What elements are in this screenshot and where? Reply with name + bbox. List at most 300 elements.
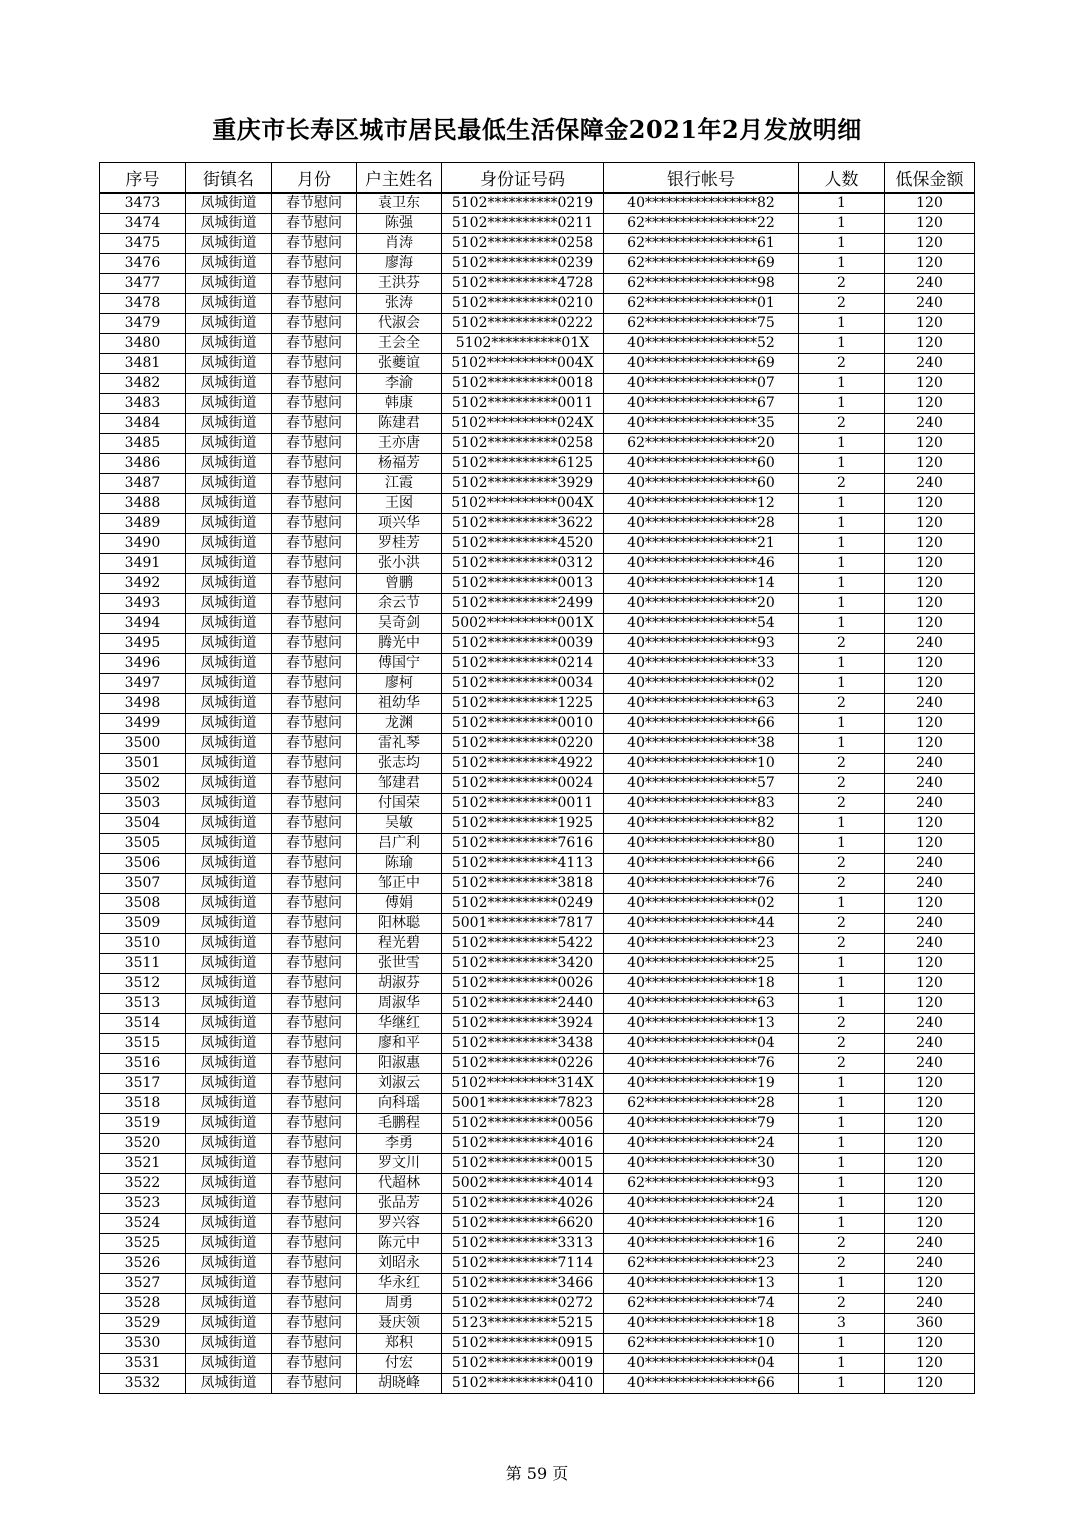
cell-id-number: 5102**********0219 xyxy=(442,193,604,214)
table-row xyxy=(100,454,975,474)
cell-amount: 120 xyxy=(885,1174,975,1194)
cell-serial: 3492 xyxy=(100,574,186,594)
cell-bank-account: 40****************14 xyxy=(604,574,799,594)
cell-street: 凤城街道 xyxy=(186,934,272,954)
cell-id-number: 5102**********4728 xyxy=(442,274,604,294)
cell-amount: 120 xyxy=(885,674,975,694)
cell-month: 春节慰问 xyxy=(272,1234,357,1254)
cell-amount: 120 xyxy=(885,614,975,634)
cell-amount: 240 xyxy=(885,354,975,374)
table-row xyxy=(100,214,975,234)
cell-people: 1 xyxy=(799,734,885,754)
cell-street: 凤城街道 xyxy=(186,454,272,474)
cell-people: 2 xyxy=(799,1234,885,1254)
cell-street: 凤城街道 xyxy=(186,634,272,654)
cell-householder: 代淑会 xyxy=(357,314,442,334)
cell-people: 1 xyxy=(799,254,885,274)
cell-people: 1 xyxy=(799,374,885,394)
cell-street: 凤城街道 xyxy=(186,294,272,314)
cell-month: 春节慰问 xyxy=(272,1054,357,1074)
cell-street: 凤城街道 xyxy=(186,1174,272,1194)
cell-bank-account: 40****************35 xyxy=(604,414,799,434)
cell-serial: 3527 xyxy=(100,1274,186,1294)
cell-bank-account: 62****************01 xyxy=(604,294,799,314)
cell-people: 1 xyxy=(799,614,885,634)
cell-amount: 120 xyxy=(885,1194,975,1214)
cell-householder: 袁卫东 xyxy=(357,193,442,214)
cell-street: 凤城街道 xyxy=(186,994,272,1014)
cell-street: 凤城街道 xyxy=(186,914,272,934)
cell-street: 凤城街道 xyxy=(186,1254,272,1274)
cell-serial: 3518 xyxy=(100,1094,186,1114)
cell-householder: 李勇 xyxy=(357,1134,442,1154)
cell-bank-account: 40****************18 xyxy=(604,1314,799,1334)
cell-id-number: 5102**********5422 xyxy=(442,934,604,954)
cell-serial: 3506 xyxy=(100,854,186,874)
cell-householder: 刘淑云 xyxy=(357,1074,442,1094)
cell-street: 凤城街道 xyxy=(186,1274,272,1294)
table-row xyxy=(100,634,975,654)
cell-people: 1 xyxy=(799,894,885,914)
cell-householder: 廖柯 xyxy=(357,674,442,694)
cell-serial: 3512 xyxy=(100,974,186,994)
cell-householder: 陈建君 xyxy=(357,414,442,434)
cell-bank-account: 40****************28 xyxy=(604,514,799,534)
cell-householder: 张世雪 xyxy=(357,954,442,974)
cell-people: 3 xyxy=(799,1314,885,1334)
cell-people: 2 xyxy=(799,774,885,794)
cell-bank-account: 40****************07 xyxy=(604,374,799,394)
cell-serial: 3500 xyxy=(100,734,186,754)
cell-month: 春节慰问 xyxy=(272,894,357,914)
table-row xyxy=(100,694,975,714)
cell-bank-account: 62****************10 xyxy=(604,1334,799,1354)
cell-amount: 120 xyxy=(885,1334,975,1354)
cell-bank-account: 40****************13 xyxy=(604,1014,799,1034)
cell-householder: 李渝 xyxy=(357,374,442,394)
page-title: 重庆市长寿区城市居民最低生活保障金2021年2月发放明细 xyxy=(212,115,862,144)
cell-householder: 王会全 xyxy=(357,334,442,354)
cell-id-number: 5102**********024X xyxy=(442,414,604,434)
cell-bank-account: 62****************20 xyxy=(604,434,799,454)
cell-householder: 傅国宁 xyxy=(357,654,442,674)
table-row xyxy=(100,534,975,554)
cell-month: 春节慰问 xyxy=(272,354,357,374)
cell-id-number: 5102**********3313 xyxy=(442,1234,604,1254)
cell-serial: 3521 xyxy=(100,1154,186,1174)
cell-householder: 张小洪 xyxy=(357,554,442,574)
cell-id-number: 5102**********0034 xyxy=(442,674,604,694)
cell-amount: 240 xyxy=(885,794,975,814)
cell-month: 春节慰问 xyxy=(272,734,357,754)
cell-serial: 3474 xyxy=(100,214,186,234)
cell-people: 1 xyxy=(799,394,885,414)
cell-householder: 邹建君 xyxy=(357,774,442,794)
cell-bank-account: 40****************02 xyxy=(604,894,799,914)
cell-month: 春节慰问 xyxy=(272,1354,357,1374)
cell-street: 凤城街道 xyxy=(186,1034,272,1054)
cell-street: 凤城街道 xyxy=(186,774,272,794)
cell-householder: 廖海 xyxy=(357,254,442,274)
cell-id-number: 5123**********5215 xyxy=(442,1314,604,1334)
cell-bank-account: 40****************54 xyxy=(604,614,799,634)
cell-amount: 240 xyxy=(885,1014,975,1034)
cell-people: 1 xyxy=(799,1374,885,1394)
cell-street: 凤城街道 xyxy=(186,254,272,274)
cell-month: 春节慰问 xyxy=(272,1114,357,1134)
table-row xyxy=(100,1074,975,1094)
cell-bank-account: 40****************30 xyxy=(604,1154,799,1174)
cell-amount: 120 xyxy=(885,954,975,974)
cell-serial: 3499 xyxy=(100,714,186,734)
table-row xyxy=(100,1194,975,1214)
cell-street: 凤城街道 xyxy=(186,374,272,394)
cell-month: 春节慰问 xyxy=(272,974,357,994)
cell-serial: 3516 xyxy=(100,1054,186,1074)
cell-serial: 3510 xyxy=(100,934,186,954)
table-row xyxy=(100,894,975,914)
cell-householder: 曾鹏 xyxy=(357,574,442,594)
cell-bank-account: 40****************57 xyxy=(604,774,799,794)
cell-month: 春节慰问 xyxy=(272,1014,357,1034)
cell-amount: 120 xyxy=(885,514,975,534)
cell-householder: 陈强 xyxy=(357,214,442,234)
cell-bank-account: 40****************16 xyxy=(604,1234,799,1254)
table-row xyxy=(100,994,975,1014)
cell-serial: 3503 xyxy=(100,794,186,814)
cell-people: 1 xyxy=(799,994,885,1014)
col-header-serial: 序号 xyxy=(100,163,186,194)
cell-serial: 3523 xyxy=(100,1194,186,1214)
cell-serial: 3477 xyxy=(100,274,186,294)
table-row xyxy=(100,1274,975,1294)
cell-amount: 120 xyxy=(885,314,975,334)
cell-id-number: 5102**********0013 xyxy=(442,574,604,594)
cell-amount: 120 xyxy=(885,734,975,754)
cell-id-number: 5102**********4113 xyxy=(442,854,604,874)
cell-serial: 3530 xyxy=(100,1334,186,1354)
cell-street: 凤城街道 xyxy=(186,1194,272,1214)
cell-people: 1 xyxy=(799,1354,885,1374)
cell-street: 凤城街道 xyxy=(186,314,272,334)
cell-month: 春节慰问 xyxy=(272,874,357,894)
cell-amount: 120 xyxy=(885,1354,975,1374)
cell-id-number: 5102**********0010 xyxy=(442,714,604,734)
cell-street: 凤城街道 xyxy=(186,574,272,594)
cell-month: 春节慰问 xyxy=(272,594,357,614)
cell-street: 凤城街道 xyxy=(186,894,272,914)
cell-bank-account: 40****************66 xyxy=(604,714,799,734)
cell-id-number: 5102**********0019 xyxy=(442,1354,604,1374)
table-row xyxy=(100,514,975,534)
cell-bank-account: 40****************13 xyxy=(604,1274,799,1294)
cell-serial: 3515 xyxy=(100,1034,186,1054)
cell-id-number: 5102**********0222 xyxy=(442,314,604,334)
table-row xyxy=(100,234,975,254)
cell-amount: 120 xyxy=(885,1274,975,1294)
data-table xyxy=(99,162,975,1394)
cell-amount: 120 xyxy=(885,434,975,454)
cell-householder: 吴敏 xyxy=(357,814,442,834)
cell-id-number: 5102**********0214 xyxy=(442,654,604,674)
cell-street: 凤城街道 xyxy=(186,1154,272,1174)
table-row xyxy=(100,1014,975,1034)
cell-street: 凤城街道 xyxy=(186,354,272,374)
cell-serial: 3502 xyxy=(100,774,186,794)
cell-householder: 肖涛 xyxy=(357,234,442,254)
table-row xyxy=(100,1214,975,1234)
table-body xyxy=(100,193,975,1394)
cell-people: 2 xyxy=(799,934,885,954)
cell-id-number: 5102**********3924 xyxy=(442,1014,604,1034)
cell-id-number: 5102**********01X xyxy=(442,334,604,354)
cell-serial: 3497 xyxy=(100,674,186,694)
cell-id-number: 5102**********6125 xyxy=(442,454,604,474)
cell-street: 凤城街道 xyxy=(186,814,272,834)
cell-householder: 周勇 xyxy=(357,1294,442,1314)
cell-street: 凤城街道 xyxy=(186,974,272,994)
cell-month: 春节慰问 xyxy=(272,1154,357,1174)
table-row xyxy=(100,1094,975,1114)
cell-bank-account: 40****************66 xyxy=(604,1374,799,1394)
cell-month: 春节慰问 xyxy=(272,193,357,214)
cell-month: 春节慰问 xyxy=(272,1314,357,1334)
table-row xyxy=(100,1314,975,1334)
cell-bank-account: 62****************74 xyxy=(604,1294,799,1314)
table-row xyxy=(100,1134,975,1154)
cell-amount: 120 xyxy=(885,1134,975,1154)
col-header-amount: 低保金额 xyxy=(885,163,975,194)
cell-householder: 阳淑惠 xyxy=(357,1054,442,1074)
table-row xyxy=(100,434,975,454)
cell-serial: 3528 xyxy=(100,1294,186,1314)
cell-bank-account: 40****************18 xyxy=(604,974,799,994)
cell-bank-account: 40****************76 xyxy=(604,1054,799,1074)
cell-month: 春节慰问 xyxy=(272,754,357,774)
cell-street: 凤城街道 xyxy=(186,434,272,454)
cell-serial: 3522 xyxy=(100,1174,186,1194)
cell-serial: 3491 xyxy=(100,554,186,574)
cell-serial: 3495 xyxy=(100,634,186,654)
col-header-street: 街镇名 xyxy=(186,163,272,194)
table-row xyxy=(100,1254,975,1274)
cell-householder: 胡晓峰 xyxy=(357,1374,442,1394)
cell-people: 2 xyxy=(799,1034,885,1054)
cell-people: 2 xyxy=(799,294,885,314)
cell-id-number: 5002**********4014 xyxy=(442,1174,604,1194)
cell-people: 1 xyxy=(799,1094,885,1114)
cell-amount: 120 xyxy=(885,994,975,1014)
table-row xyxy=(100,314,975,334)
cell-householder: 华继红 xyxy=(357,1014,442,1034)
cell-bank-account: 40****************52 xyxy=(604,334,799,354)
cell-people: 1 xyxy=(799,1114,885,1134)
cell-bank-account: 40****************10 xyxy=(604,754,799,774)
cell-month: 春节慰问 xyxy=(272,774,357,794)
cell-householder: 祖幼华 xyxy=(357,694,442,714)
cell-id-number: 5102**********0056 xyxy=(442,1114,604,1134)
cell-serial: 3532 xyxy=(100,1374,186,1394)
table-row xyxy=(100,1054,975,1074)
cell-street: 凤城街道 xyxy=(186,1354,272,1374)
cell-street: 凤城街道 xyxy=(186,494,272,514)
cell-street: 凤城街道 xyxy=(186,334,272,354)
cell-month: 春节慰问 xyxy=(272,914,357,934)
cell-people: 1 xyxy=(799,1074,885,1094)
table-row xyxy=(100,414,975,434)
table-row xyxy=(100,774,975,794)
cell-id-number: 5102**********0220 xyxy=(442,734,604,754)
cell-people: 2 xyxy=(799,1294,885,1314)
cell-people: 2 xyxy=(799,414,885,434)
cell-people: 2 xyxy=(799,1254,885,1274)
cell-amount: 240 xyxy=(885,854,975,874)
cell-people: 1 xyxy=(799,574,885,594)
cell-householder: 罗桂芳 xyxy=(357,534,442,554)
table-row xyxy=(100,254,975,274)
cell-month: 春节慰问 xyxy=(272,934,357,954)
cell-month: 春节慰问 xyxy=(272,694,357,714)
cell-amount: 120 xyxy=(885,1114,975,1134)
cell-people: 1 xyxy=(799,514,885,534)
cell-people: 1 xyxy=(799,314,885,334)
cell-people: 2 xyxy=(799,1014,885,1034)
cell-amount: 240 xyxy=(885,1294,975,1314)
cell-bank-account: 40****************83 xyxy=(604,794,799,814)
cell-bank-account: 40****************79 xyxy=(604,1114,799,1134)
cell-serial: 3504 xyxy=(100,814,186,834)
table-row xyxy=(100,494,975,514)
cell-amount: 120 xyxy=(885,193,975,214)
cell-bank-account: 40****************23 xyxy=(604,934,799,954)
cell-month: 春节慰问 xyxy=(272,994,357,1014)
cell-householder: 付宏 xyxy=(357,1354,442,1374)
cell-serial: 3529 xyxy=(100,1314,186,1334)
cell-month: 春节慰问 xyxy=(272,794,357,814)
cell-id-number: 5102**********0249 xyxy=(442,894,604,914)
cell-people: 2 xyxy=(799,1054,885,1074)
cell-people: 1 xyxy=(799,1194,885,1214)
cell-month: 春节慰问 xyxy=(272,1334,357,1354)
cell-month: 春节慰问 xyxy=(272,1034,357,1054)
cell-serial: 3486 xyxy=(100,454,186,474)
cell-serial: 3513 xyxy=(100,994,186,1014)
cell-serial: 3490 xyxy=(100,534,186,554)
cell-people: 1 xyxy=(799,1154,885,1174)
cell-people: 2 xyxy=(799,794,885,814)
table-row xyxy=(100,854,975,874)
table-row xyxy=(100,334,975,354)
cell-id-number: 5102**********3420 xyxy=(442,954,604,974)
cell-householder: 向科瑶 xyxy=(357,1094,442,1114)
cell-street: 凤城街道 xyxy=(186,554,272,574)
cell-people: 2 xyxy=(799,354,885,374)
cell-street: 凤城街道 xyxy=(186,1234,272,1254)
cell-serial: 3481 xyxy=(100,354,186,374)
cell-month: 春节慰问 xyxy=(272,834,357,854)
cell-householder: 罗文川 xyxy=(357,1154,442,1174)
cell-month: 春节慰问 xyxy=(272,274,357,294)
cell-amount: 120 xyxy=(885,974,975,994)
col-header-householder: 户主姓名 xyxy=(357,163,442,194)
cell-bank-account: 40****************76 xyxy=(604,874,799,894)
cell-id-number: 5102**********0039 xyxy=(442,634,604,654)
cell-householder: 程光碧 xyxy=(357,934,442,954)
cell-month: 春节慰问 xyxy=(272,294,357,314)
cell-people: 2 xyxy=(799,474,885,494)
cell-month: 春节慰问 xyxy=(272,614,357,634)
cell-serial: 3498 xyxy=(100,694,186,714)
cell-amount: 120 xyxy=(885,254,975,274)
cell-month: 春节慰问 xyxy=(272,654,357,674)
cell-street: 凤城街道 xyxy=(186,954,272,974)
cell-people: 1 xyxy=(799,234,885,254)
cell-amount: 120 xyxy=(885,834,975,854)
table-row xyxy=(100,374,975,394)
cell-amount: 120 xyxy=(885,1154,975,1174)
cell-amount: 240 xyxy=(885,634,975,654)
cell-id-number: 5102**********0258 xyxy=(442,234,604,254)
cell-bank-account: 40****************66 xyxy=(604,854,799,874)
cell-bank-account: 40****************12 xyxy=(604,494,799,514)
cell-id-number: 5102**********3929 xyxy=(442,474,604,494)
cell-householder: 毛鹏程 xyxy=(357,1114,442,1134)
cell-bank-account: 62****************23 xyxy=(604,1254,799,1274)
cell-month: 春节慰问 xyxy=(272,534,357,554)
cell-amount: 240 xyxy=(885,774,975,794)
cell-amount: 120 xyxy=(885,1094,975,1114)
cell-id-number: 5102**********0210 xyxy=(442,294,604,314)
cell-id-number: 5102**********4026 xyxy=(442,1194,604,1214)
cell-bank-account: 62****************28 xyxy=(604,1094,799,1114)
table-row xyxy=(100,1114,975,1134)
cell-amount: 120 xyxy=(885,394,975,414)
cell-street: 凤城街道 xyxy=(186,674,272,694)
cell-month: 春节慰问 xyxy=(272,254,357,274)
cell-amount: 240 xyxy=(885,414,975,434)
cell-amount: 120 xyxy=(885,814,975,834)
cell-month: 春节慰问 xyxy=(272,374,357,394)
cell-street: 凤城街道 xyxy=(186,514,272,534)
cell-month: 春节慰问 xyxy=(272,814,357,834)
cell-bank-account: 40****************04 xyxy=(604,1034,799,1054)
cell-street: 凤城街道 xyxy=(186,1054,272,1074)
table-row xyxy=(100,1374,975,1394)
cell-amount: 240 xyxy=(885,694,975,714)
cell-amount: 120 xyxy=(885,374,975,394)
cell-id-number: 5102**********6620 xyxy=(442,1214,604,1234)
cell-bank-account: 40****************16 xyxy=(604,1214,799,1234)
cell-id-number: 5102**********314X xyxy=(442,1074,604,1094)
cell-amount: 120 xyxy=(885,594,975,614)
cell-serial: 3478 xyxy=(100,294,186,314)
table-row xyxy=(100,354,975,374)
cell-people: 1 xyxy=(799,1134,885,1154)
cell-id-number: 5102**********4520 xyxy=(442,534,604,554)
cell-amount: 240 xyxy=(885,754,975,774)
table-row xyxy=(100,1154,975,1174)
cell-serial: 3482 xyxy=(100,374,186,394)
cell-serial: 3524 xyxy=(100,1214,186,1234)
cell-month: 春节慰问 xyxy=(272,434,357,454)
cell-people: 1 xyxy=(799,814,885,834)
cell-serial: 3525 xyxy=(100,1234,186,1254)
cell-month: 春节慰问 xyxy=(272,554,357,574)
table-row xyxy=(100,1334,975,1354)
table-row xyxy=(100,274,975,294)
table-row xyxy=(100,594,975,614)
cell-people: 1 xyxy=(799,334,885,354)
